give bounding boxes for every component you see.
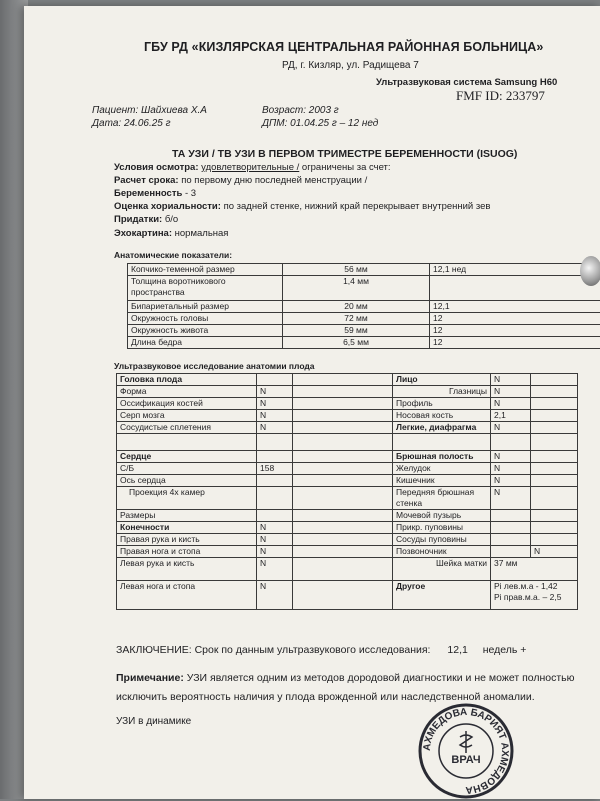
table-row xyxy=(117,410,578,422)
fetal-label: Передняя брюшная стенка xyxy=(393,487,491,510)
measure-weeks: 12 xyxy=(430,337,600,349)
fetal-label: Носовая кость xyxy=(393,410,491,422)
fetal-value: N xyxy=(491,475,531,487)
pregnancy-number: Беременность - 3 xyxy=(114,188,196,199)
measure-weeks xyxy=(430,276,600,301)
fetal-value: N xyxy=(491,451,531,463)
measure-value: 1,4 мм xyxy=(283,276,430,301)
hospital-address: РД, г. Кизляр, ул. Радищева 7 xyxy=(282,60,419,71)
note: Примечание: УЗИ является одним из методов дородовой диагностики и не может полностью исключить вероятность наличия у плода врожденной или наследственной аномалии. xyxy=(116,669,586,707)
measure-value: 6,5 мм xyxy=(283,337,430,349)
fetal-label: Брюшная полость xyxy=(393,451,491,463)
measure-name: Окружность живота xyxy=(128,325,283,337)
measure-weeks: 12 xyxy=(430,325,600,337)
fetal-value: N xyxy=(257,422,293,434)
fetal-label: Проекция 4х камер xyxy=(117,487,257,510)
doctor-stamp xyxy=(416,701,516,801)
fetal-value: N xyxy=(491,374,531,386)
fetal-label: Мочевой пузырь xyxy=(393,510,491,522)
table-row xyxy=(117,510,578,522)
fetal-label: С/Б xyxy=(117,463,257,475)
fetal-label: Правая рука и кисть xyxy=(117,534,257,546)
fetal-value: 158 xyxy=(257,463,293,475)
fetal-label: Конечности xyxy=(117,522,257,534)
patient-age: Возраст: 2003 г xyxy=(262,105,339,116)
table-row xyxy=(128,264,600,276)
table-row xyxy=(117,463,578,475)
fetal-label: Сердце xyxy=(117,451,257,463)
patient-name: Пациент: Шайхиева Х.А xyxy=(92,105,207,116)
table-row xyxy=(117,546,578,558)
fetal-anatomy-table xyxy=(116,373,578,610)
fetal-value: N xyxy=(491,386,531,398)
table-row xyxy=(117,374,578,386)
hospital-name: ГБУ РД «КИЗЛЯРСКАЯ ЦЕНТРАЛЬНАЯ РАЙОННАЯ БОЛЬНИЦА» xyxy=(144,40,543,54)
fetal-label: Другое xyxy=(393,581,491,610)
anatomy-table xyxy=(127,263,600,349)
measure-value: 59 мм xyxy=(283,325,430,337)
measure-name: Длина бедра xyxy=(128,337,283,349)
stamp-ring-text: АХМЕДОВА БАРИЯТ АХМЕДОВНА xyxy=(422,707,510,795)
pi-right: Pi прав.м.а. – 2,5 xyxy=(494,592,574,603)
table-row xyxy=(128,313,600,325)
fetal-label: Глазницы xyxy=(393,386,491,398)
fetal-label: Сосудистые сплетения xyxy=(117,422,257,434)
measure-name: Бипариетальный размер xyxy=(128,301,283,313)
echo-picture: Эхокартина: нормальная xyxy=(114,228,228,239)
table-row xyxy=(117,487,578,510)
table-row xyxy=(128,325,600,337)
fetal-label: Левая нога и стопа xyxy=(117,581,257,610)
fetal-value: N xyxy=(257,522,293,534)
fetal-value: N xyxy=(257,410,293,422)
fetal-label: Головка плода xyxy=(117,374,257,386)
table-row xyxy=(117,398,578,410)
lmp-date: ДПМ: 01.04.25 г – 12 нед xyxy=(262,118,378,129)
fetal-value: 37 мм xyxy=(491,558,578,581)
measure-weeks: 12,1 xyxy=(430,301,600,313)
fetal-label: Позвоночник xyxy=(393,546,491,558)
fetal-value: N xyxy=(257,534,293,546)
pushpin-icon xyxy=(580,256,600,286)
fetal-value: N xyxy=(491,422,531,434)
fetal-value: N xyxy=(257,581,293,610)
fetal-label: Желудок xyxy=(393,463,491,475)
fmf-id: FMF ID: 233797 xyxy=(456,88,545,104)
fetal-anatomy-title: Ультразвуковое исследование анатомии плода xyxy=(114,361,315,371)
measure-name: Копчико-теменной размер xyxy=(128,264,283,276)
anatomy-title: Анатомические показатели: xyxy=(114,250,232,260)
measure-value: 20 мм xyxy=(283,301,430,313)
table-row xyxy=(117,434,578,451)
fetal-value: N xyxy=(257,546,293,558)
table-row xyxy=(117,558,578,581)
fetal-label: Лицо xyxy=(393,374,491,386)
table-row xyxy=(117,422,578,434)
measure-value: 56 мм xyxy=(283,264,430,276)
measure-name: Окружность головы xyxy=(128,313,283,325)
term-calculation: Расчет срока: по первому дню последней менструации / xyxy=(114,175,367,186)
fetal-label: Ось сердца xyxy=(117,475,257,487)
fetal-value: N xyxy=(257,558,293,581)
caduceus-icon xyxy=(460,731,472,753)
table-row xyxy=(128,337,600,349)
report-title: ТА УЗИ / ТВ УЗИ В ПЕРВОМ ТРИМЕСТРЕ БЕРЕМЕННОСТИ (ISUOG) xyxy=(172,148,517,160)
fetal-label: Профиль xyxy=(393,398,491,410)
fetal-value: N xyxy=(257,398,293,410)
fetal-label: Форма xyxy=(117,386,257,398)
document-page xyxy=(24,6,600,799)
chorion-assessment: Оценка хориальности: по задней стенке, нижний край перекрывает внутренний зев xyxy=(114,201,490,212)
fetal-value: N xyxy=(491,487,531,510)
table-row xyxy=(117,581,578,610)
fetal-label: Оссификация костей xyxy=(117,398,257,410)
fetal-value: 2,1 xyxy=(491,410,531,422)
exam-conditions: Условия осмотра: удовлетворительные / ограничены за счет: xyxy=(114,162,391,173)
fetal-label: Шейка матки xyxy=(393,558,491,581)
stamp-center-text: ВРАЧ xyxy=(451,754,480,766)
conclusion: ЗАКЛЮЧЕНИЕ: Срок по данным ультразвукового исследования: 12,1 недель + xyxy=(116,644,526,656)
fetal-label: Прикр. пуповины xyxy=(393,522,491,534)
measure-weeks: 12 xyxy=(430,313,600,325)
table-row xyxy=(117,475,578,487)
table-row xyxy=(128,301,600,313)
fetal-value: N xyxy=(531,546,578,558)
appendages: Придатки: б/о xyxy=(114,214,178,225)
dynamics-note: УЗИ в динамике xyxy=(116,716,191,727)
fetal-value: N xyxy=(257,386,293,398)
exam-date: Дата: 24.06.25 г xyxy=(92,118,171,129)
fetal-label: Кишечник xyxy=(393,475,491,487)
fetal-label: Левая рука и кисть xyxy=(117,558,257,581)
fetal-value: N xyxy=(491,398,531,410)
table-row xyxy=(128,276,600,301)
fetal-label: Размеры xyxy=(117,510,257,522)
ultrasound-system: Ультразвуковая система Samsung H60 xyxy=(376,77,557,88)
measure-weeks: 12,1 нед xyxy=(430,264,600,276)
table-row xyxy=(117,451,578,463)
table-row xyxy=(117,534,578,546)
fetal-label: Серп мозга xyxy=(117,410,257,422)
measure-value: 72 мм xyxy=(283,313,430,325)
table-row xyxy=(117,386,578,398)
table-row xyxy=(117,522,578,534)
fetal-label: Легкие, диафрагма xyxy=(393,422,491,434)
fetal-label: Правая нога и стопа xyxy=(117,546,257,558)
fetal-label: Сосуды пуповины xyxy=(393,534,491,546)
measure-name: Толщина воротникового пространства xyxy=(128,276,283,301)
pi-values xyxy=(491,581,578,610)
pi-left: Pi лев.м.а - 1,42 xyxy=(494,581,574,592)
fetal-value: N xyxy=(491,463,531,475)
